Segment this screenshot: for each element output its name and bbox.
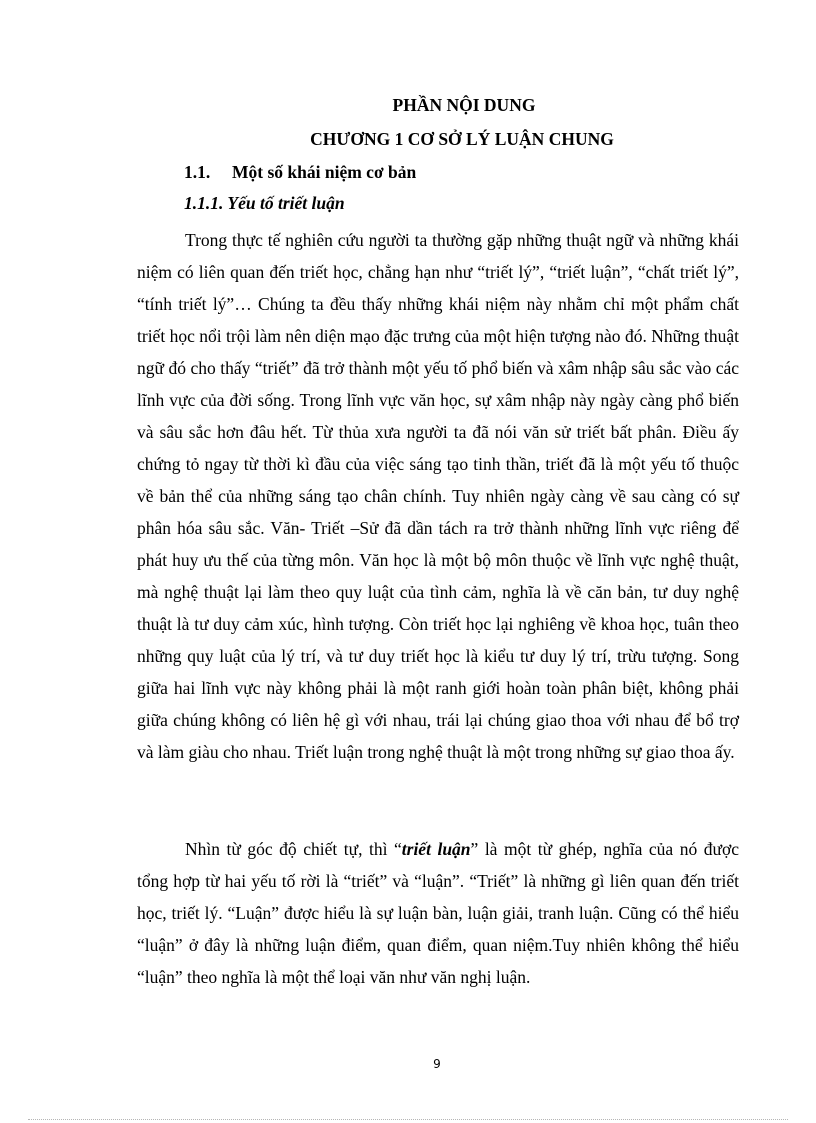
section-title: Một số khái niệm cơ bản: [232, 162, 417, 182]
part-title: PHẦN NỘI DUNG: [392, 95, 536, 115]
chapter-title: CHƯƠNG 1 CƠ SỞ LÝ LUẬN CHUNG: [310, 129, 614, 149]
paragraph-2-lead: Nhìn từ góc độ chiết tự, thì “: [185, 839, 402, 859]
subsection-heading: 1.1.1. Yếu tố triết luận: [184, 193, 345, 213]
page-bottom-divider: [28, 1119, 788, 1120]
emphasized-term: triết luận: [401, 839, 471, 859]
section-number: 1.1.: [184, 162, 211, 182]
paragraph-2-rest: ” là một từ ghép, nghĩa của nó được tổng hợp từ hai yếu tố rời là “triết” và “luận”. “Triết” là những gì liên quan đến triết học, triết lý. “Luận” được hiểu là sự luận bàn, luận giải, tranh luận. Cũng có thể hiểu “luận” ở đây là những luận điểm, quan điểm, quan niệm.Tuy nhiên không thể hiểu “luận” theo nghĩa là một thể loại văn như văn nghị luận.: [137, 839, 739, 987]
section-heading: [184, 160, 416, 184]
body-paragraph-2: [137, 833, 739, 993]
body-paragraph-1: Trong thực tế nghiên cứu người ta thường gặp những thuật ngữ và những khái niệm có liên quan đến triết học, chẳng hạn như “triết lý”, “triết luận”, “chất triết lý”, “tính triết lý”… Chúng ta đều thấy những khái niệm này nhằm chỉ một phẩm chất triết học nổi trội làm nên diện mạo đặc trưng của một hiện tượng nào đó. Những thuật ngữ đó cho thấy “triết” đã trở thành một yếu tố phổ biến và xâm nhập sâu sắc vào các lĩnh vực của đời sống. Trong lĩnh vực văn học, sự xâm nhập này ngày càng phổ biến và sâu sắc hơn đâu hết. Từ thủa xưa người ta đã nói văn sử triết bất phân. Điều ấy chứng tỏ ngay từ thời kì đầu của việc sáng tạo tinh thần, triết đã là một yếu tố thuộc về bản thể của những sáng tạo chân chính. Tuy nhiên ngày càng về sau càng có sự phân hóa sâu sắc. Văn- Triết –Sử đã dần tách ra trở thành những lĩnh vực riêng để phát huy ưu thế của từng môn. Văn học là một bộ môn thuộc về lĩnh vực nghệ thuật, mà nghệ thuật lại làm theo quy luật của tình cảm, nghĩa là về căn bản, tư duy nghệ thuật là tư duy cảm xúc, hình tượng. Còn triết học lại nghiêng về khoa học, tuân theo những quy luật của lý trí, và tư duy triết học là kiểu tư duy lý trí, trừu tượng. Song giữa hai lĩnh vực này không phải là một ranh giới hoàn toàn phân biệt, không phải giữa chúng không có liên hệ gì với nhau, trái lại chúng giao thoa với nhau để bổ trợ và làm giàu cho nhau. Triết luận trong nghệ thuật là một trong những sự giao thoa ấy.: [137, 230, 739, 762]
page-number: 9: [433, 1057, 441, 1071]
